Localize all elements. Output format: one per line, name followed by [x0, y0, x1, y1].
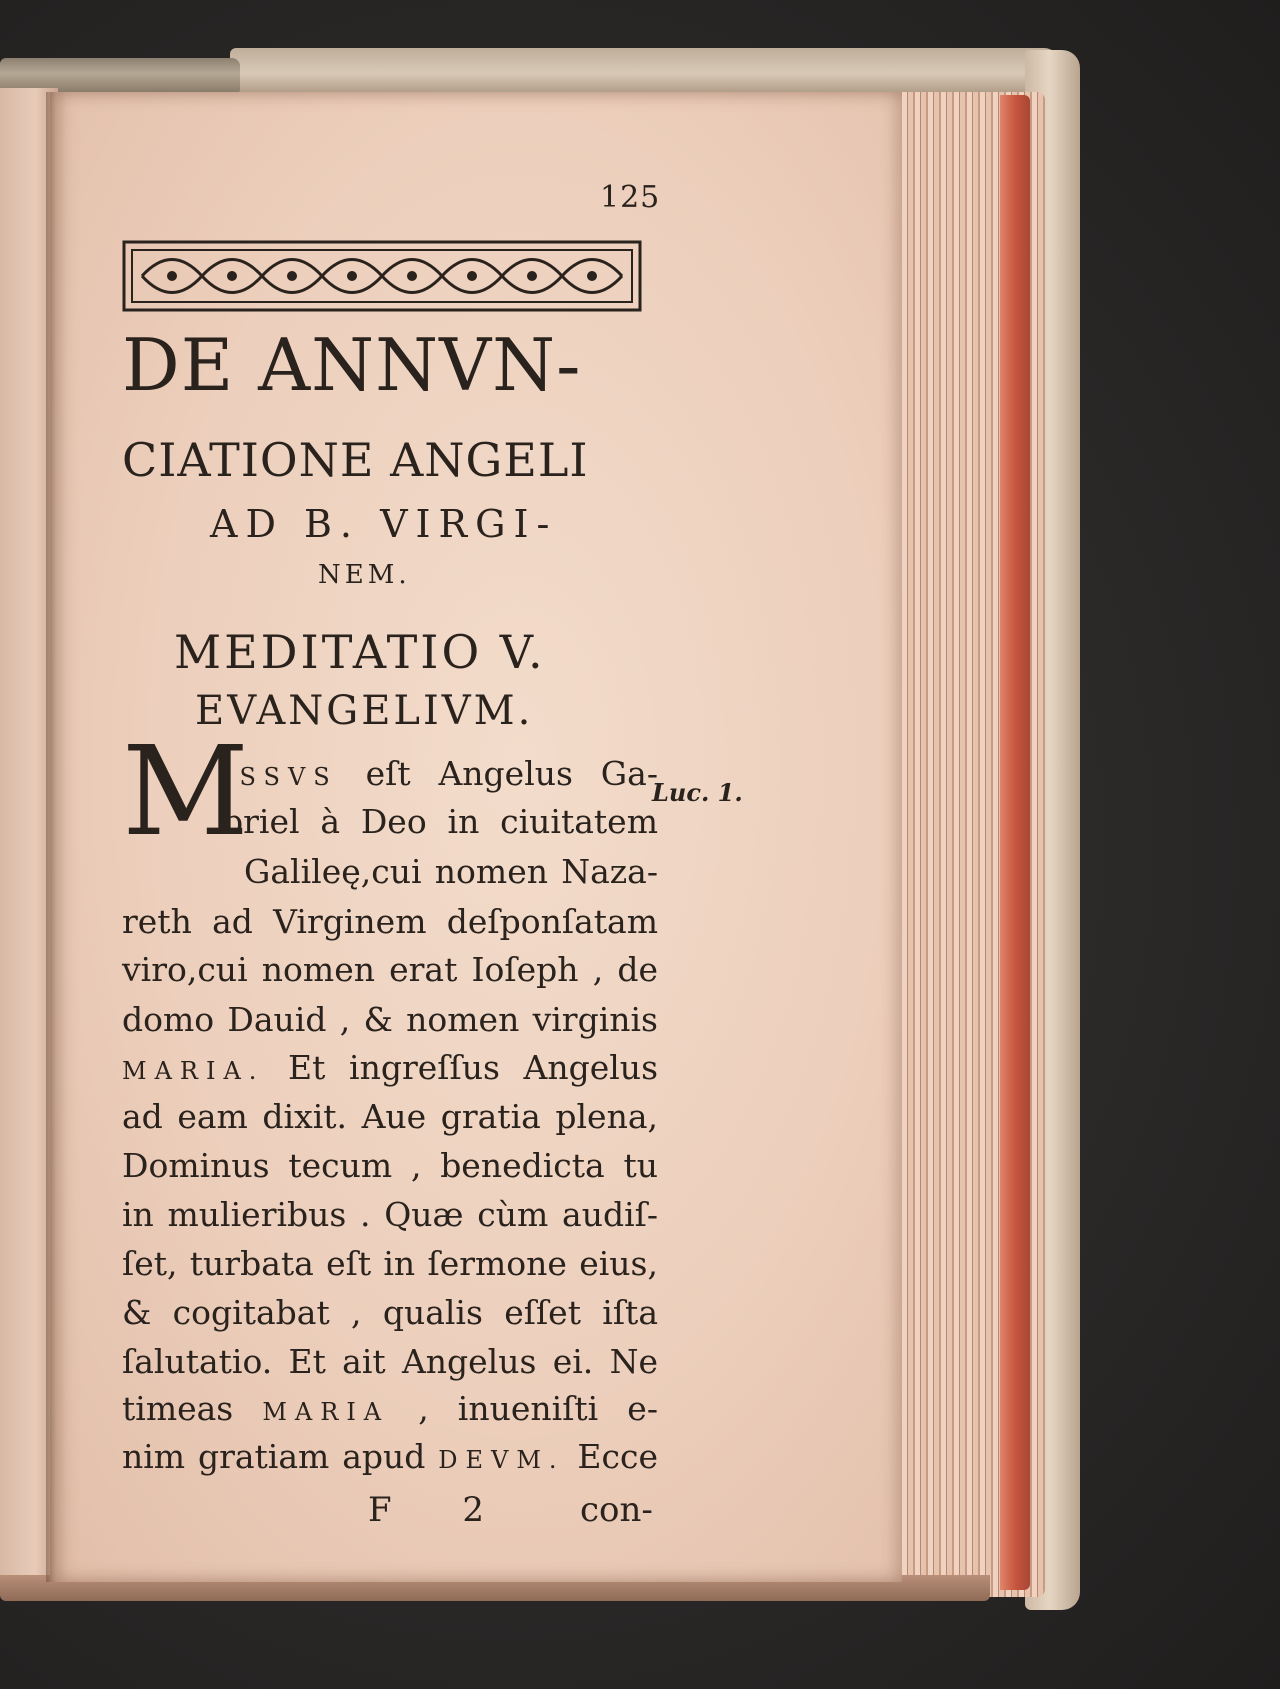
text-span: Et ingreſſus Angelus	[264, 1048, 658, 1087]
drop-capital: M	[122, 720, 249, 864]
text-line	[122, 1293, 658, 1332]
text-line	[222, 802, 658, 841]
small-caps-span: ISSVS	[222, 763, 338, 791]
text-span: ſet, turbata eſt in ſermone eius,	[122, 1244, 658, 1283]
text-span: briel à Deo in ciuitatem	[222, 802, 658, 841]
margin-reference: Luc. 1.	[652, 778, 743, 807]
text-span: viro,cui nomen erat Ioſeph , de	[122, 950, 658, 989]
text-line	[122, 1244, 658, 1283]
gospel-heading: EVANGELIVM.	[195, 688, 534, 734]
text-line	[122, 1437, 658, 1476]
text-line	[222, 754, 658, 793]
small-caps-span: MARIA.	[122, 1057, 265, 1085]
text-span: timeas	[122, 1389, 263, 1428]
text-span: & cogitabat , qualis eſſet iſta	[122, 1293, 658, 1332]
text-line	[122, 950, 658, 989]
text-span: nim gratiam apud	[122, 1437, 439, 1476]
text-span: ſalutatio. Et ait Angelus ei. Ne	[122, 1342, 658, 1381]
meditation-heading: MEDITATIO V.	[174, 625, 546, 679]
title-line-4: NEM.	[318, 560, 411, 590]
title-line-1: DE ANNVN-	[122, 323, 582, 407]
text-span: domo Dauid , & nomen virginis	[122, 1000, 658, 1039]
title-line-3: AD B. VIRGI-	[210, 502, 558, 546]
text-line	[122, 1146, 658, 1185]
text-line	[244, 852, 658, 891]
catchword: con-	[580, 1490, 653, 1530]
text-span: in mulieribus . Quæ cùm audiſ-	[122, 1195, 658, 1234]
text-span: reth ad Virginem deſponſatam	[122, 902, 658, 941]
text-line	[122, 1097, 658, 1136]
text-span: Galileę,cui nomen Naza-	[244, 852, 658, 891]
signature-mark: F 2	[368, 1490, 515, 1530]
text-span: ad eam dixit. Aue gratia plena,	[122, 1097, 658, 1136]
title-line-2: CIATIONE ANGELI	[122, 433, 589, 487]
text-line	[122, 1195, 658, 1234]
text-line	[122, 1342, 658, 1381]
small-caps-span: MARIA	[262, 1398, 390, 1426]
small-caps-span: DEVM.	[438, 1446, 565, 1474]
text-line	[122, 1048, 658, 1087]
text-span: , inueniſti e-	[389, 1389, 658, 1428]
text-span: Ecce	[564, 1437, 658, 1476]
text-line	[122, 1000, 658, 1039]
text-line	[122, 902, 658, 941]
page-number: 125	[600, 180, 661, 215]
text-span: Dominus tecum , benedicta tu	[122, 1146, 658, 1185]
ornament-band-icon	[122, 240, 642, 312]
text-span: eſt Angelus Ga-	[337, 754, 658, 793]
text-line	[122, 1389, 658, 1428]
